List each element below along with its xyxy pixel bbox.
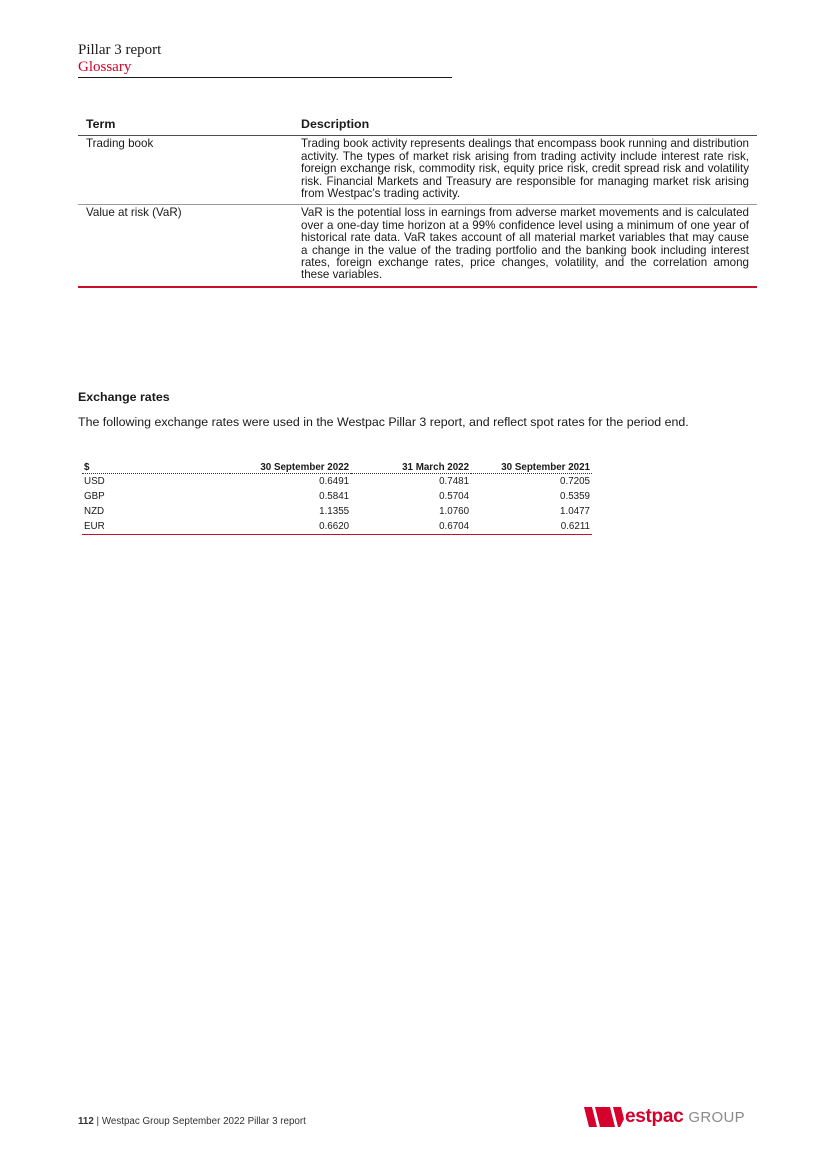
column-header-mar-2022: 31 March 2022 <box>351 461 471 474</box>
glossary-table <box>78 115 757 288</box>
rate-value: 1.0477 <box>560 506 590 517</box>
footer <box>78 1116 306 1127</box>
column-header-currency: $ <box>82 461 230 474</box>
page-header <box>78 41 452 78</box>
exchange-rates-header-row <box>82 461 592 474</box>
report-title: Pillar 3 report <box>78 42 162 58</box>
column-header-description: Description <box>293 115 757 136</box>
exchange-rates-heading: Exchange rates <box>78 390 170 404</box>
exchange-rates-intro: The following exchange rates were used in the Westpac Pillar 3 report, and reflect spot rates for the period end. <box>78 415 689 429</box>
rate-value: 0.6491 <box>319 476 350 487</box>
rate-value: 0.5704 <box>439 491 470 502</box>
logo-group-text: GROUP <box>688 1108 745 1126</box>
exchange-rate-row <box>82 504 592 519</box>
logo-wordmark: estpac <box>625 1106 684 1127</box>
glossary-description: Trading book activity represents dealings that encompass book running and distribution activity. The types of market risk arising from trading activity include interest rate risk, foreign exchange risk, commodity risk, equity price risk, credit spread risk and volatility risk. Financial Markets and Treasury are responsible for managing market risk arising from Westpac’s trading activity. <box>293 136 757 205</box>
exchange-rates-table <box>82 461 592 535</box>
section-title: Glossary <box>78 59 132 75</box>
rate-value: 0.6620 <box>230 519 351 535</box>
rate-value: 0.5359 <box>560 491 590 502</box>
exchange-rate-row <box>82 519 592 535</box>
exchange-rate-row <box>82 474 592 490</box>
column-header-sep-2021: 30 September 2021 <box>471 461 592 474</box>
currency-code: USD <box>84 476 105 487</box>
column-header-sep-2022: 30 September 2022 <box>230 461 351 474</box>
westpac-group-logo <box>584 1106 745 1128</box>
rate-value: 0.6704 <box>351 519 471 535</box>
rate-value: 0.7205 <box>560 476 590 487</box>
currency-code: NZD <box>84 506 105 517</box>
rate-value: 1.1355 <box>319 506 350 517</box>
footer-text: Westpac Group September 2022 Pillar 3 report <box>101 1116 306 1127</box>
rate-value: 0.6211 <box>471 519 592 535</box>
westpac-w-logo-icon <box>584 1107 624 1127</box>
rate-value: 0.5841 <box>319 491 350 502</box>
glossary-row <box>78 136 757 205</box>
rate-value: 1.0760 <box>439 506 470 517</box>
footer-separator: | <box>93 1116 102 1127</box>
glossary-term: Value at risk (VaR) <box>78 205 293 287</box>
rate-value: 0.7481 <box>439 476 470 487</box>
exchange-rate-row <box>82 489 592 504</box>
column-header-term: Term <box>78 115 293 136</box>
glossary-description: VaR is the potential loss in earnings from adverse market movements and is calculated over a one-day time horizon at a 99% confidence level using a minimum of one year of historical rate data. VaR takes account of all material market variables that may cause a change in the value of the trading portfolio and the banking book including interest rates, foreign exchange rates, price changes, volatility, and the correlation among these variables. <box>293 205 757 287</box>
glossary-row <box>78 205 757 287</box>
page-number: 112 <box>78 1116 94 1127</box>
glossary-header-row <box>78 115 757 136</box>
currency-code: GBP <box>84 491 105 502</box>
currency-code: EUR <box>82 519 230 535</box>
glossary-term: Trading book <box>78 136 293 205</box>
